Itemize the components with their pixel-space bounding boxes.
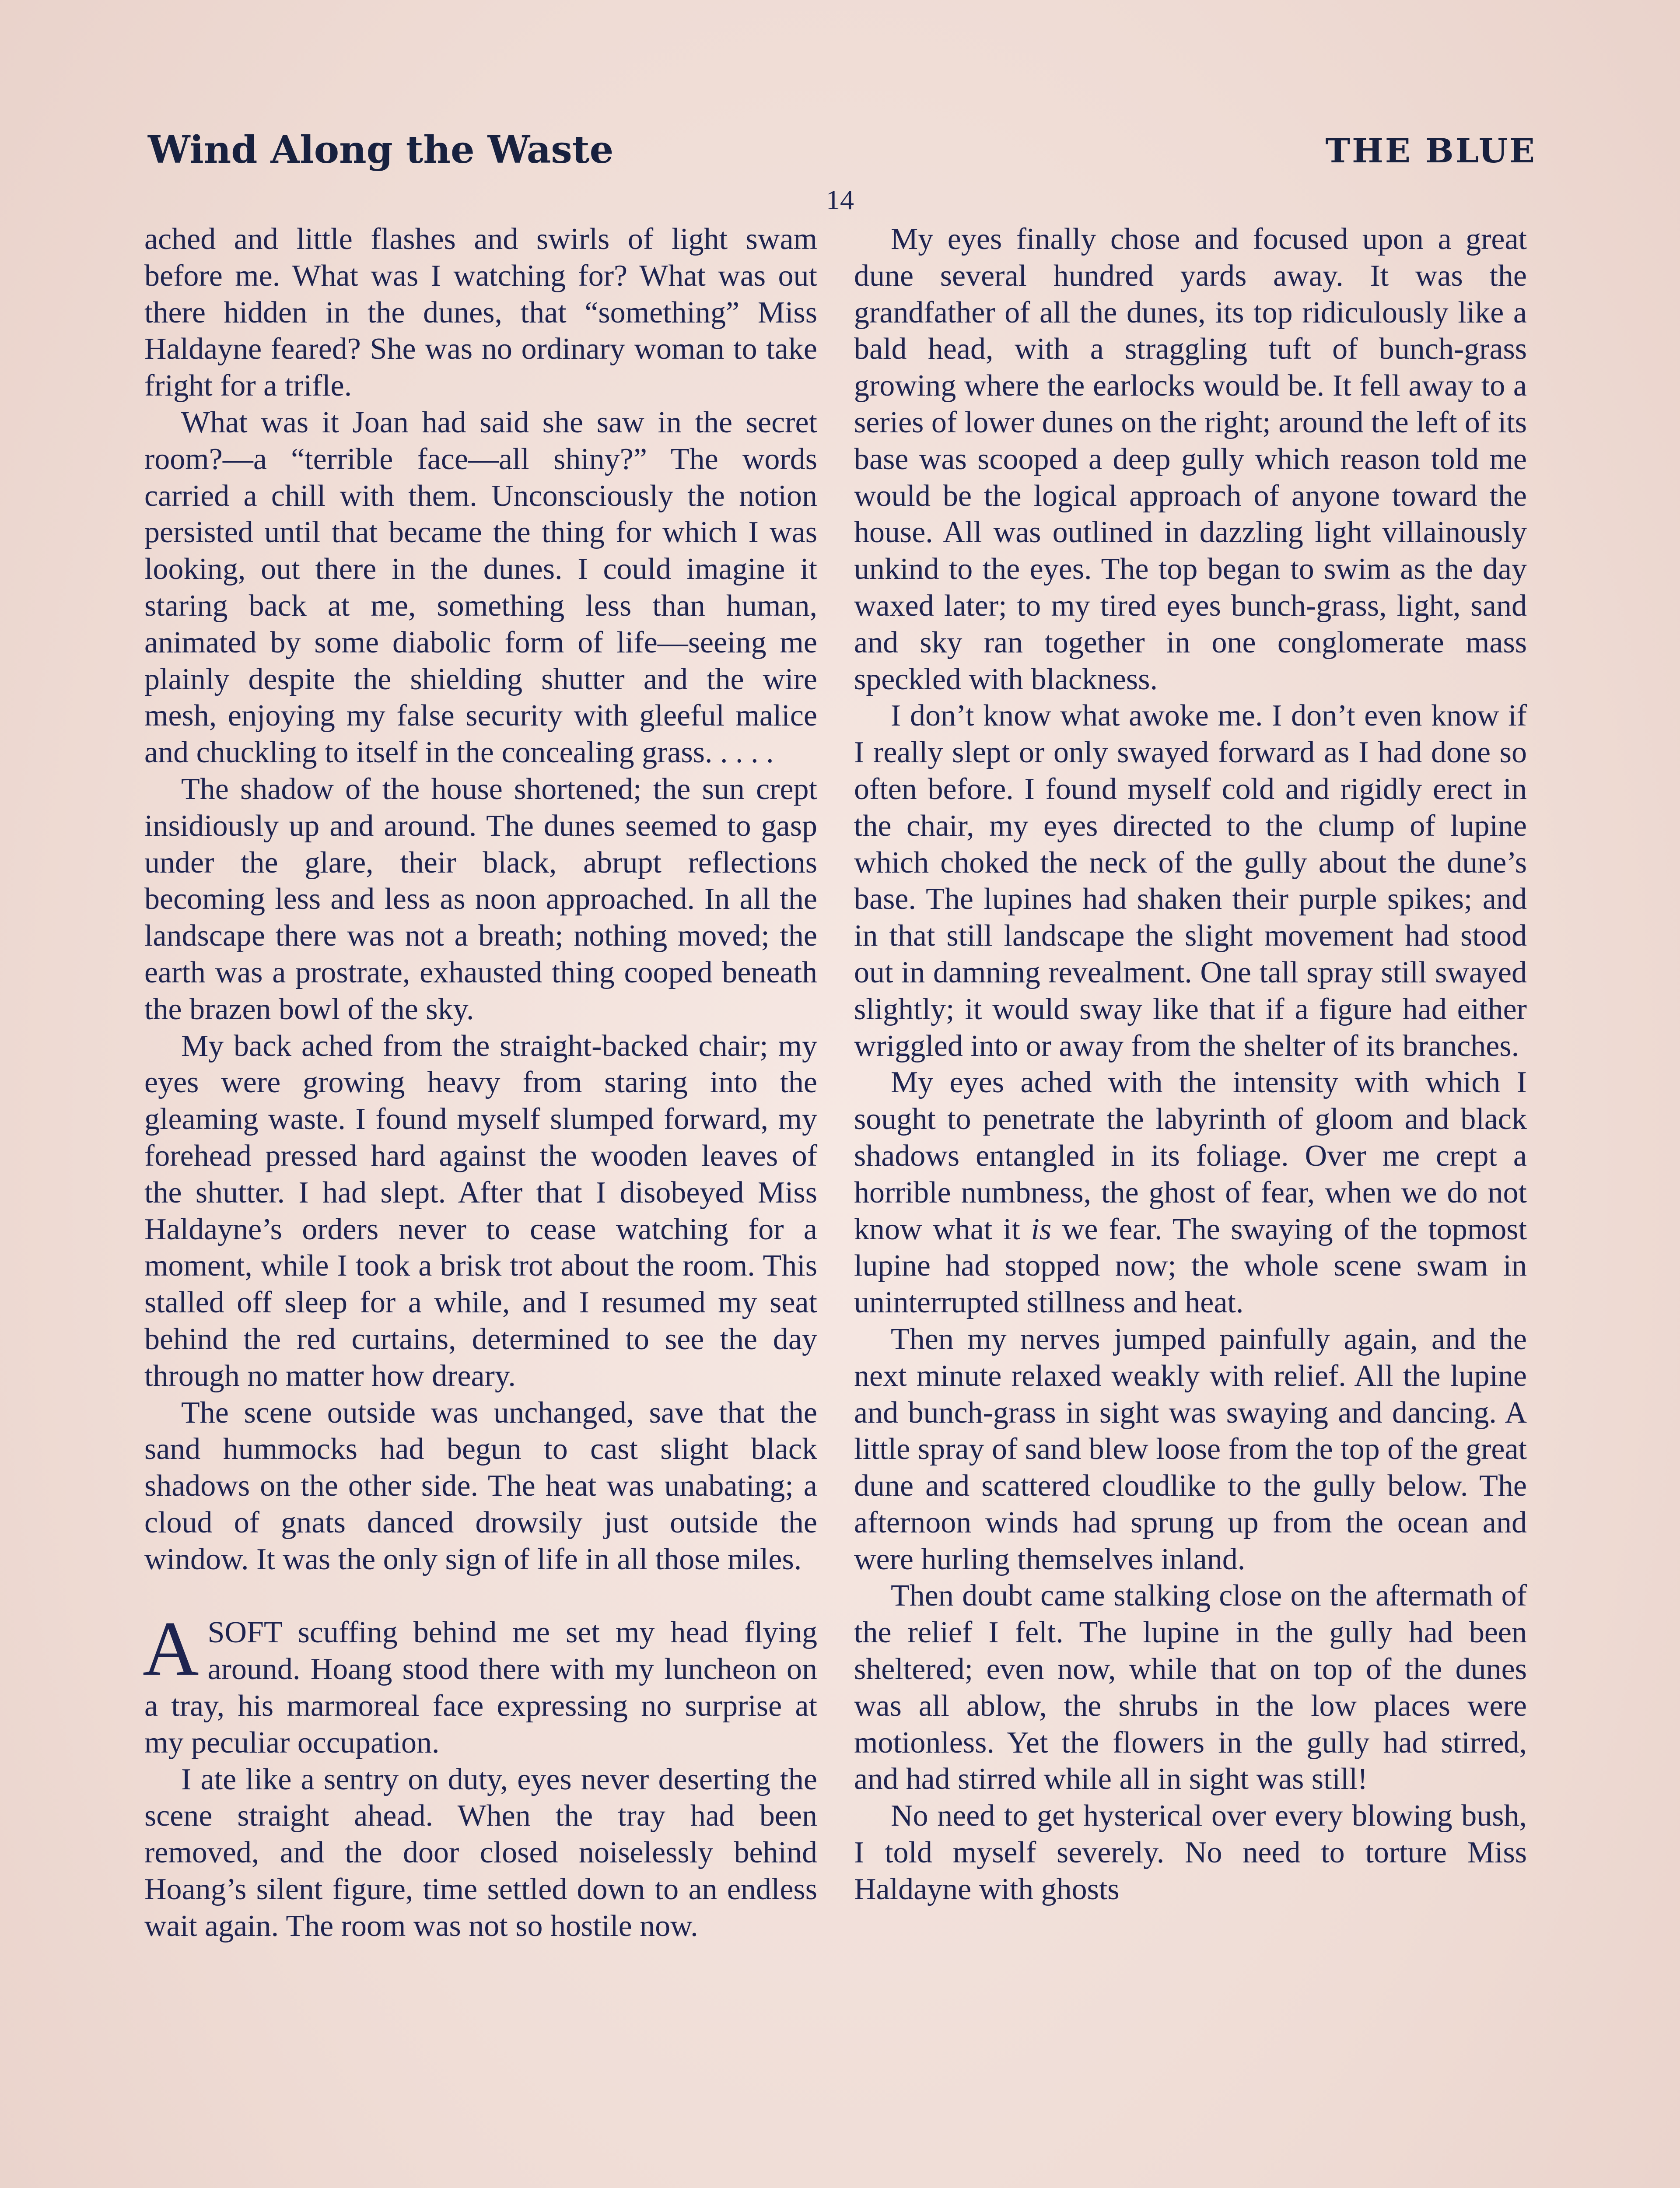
paragraph: Then my nerves jumped painfully again, and the next minute relaxed weakly with relief. All the lupine and bunch-grass in sight was swaying and dancing. A little spray of sand blew loose from the top of the great dune and scattered cloudlike to the gully below. The afternoon winds had sprung up from the ocean and were hurling themselves inland. [854,1322,1527,1576]
paragraph: What was it Joan had said she saw in the secret room?—a “terrible face—all shiny?” The words carried a chill with them. Unconsciously the notion persisted until that became the thing for which I was looking, out there in the dunes. I could imagine it staring back at me, something less than human, animated by some diabolic form of life—seeing me plainly despite the shielding shutter and the wire mesh, enjoying my false security with gleeful malice and chuckling to itself in the concealing grass. . . . . [144,405,817,770]
paragraph: ached and little flashes and swirls of light swam before me. What was I watching for? What was out there hidden in the dunes, that “something” Miss Haldayne feared? She was no ordinary woman to take fright for a trifle. [144,222,817,403]
paragraph: The shadow of the house shortened; the sun crept insidiously up and around. The dunes seemed to gasp under the glare, their black, abrupt reflections becoming less and less as noon approached. In all the landscape there was not a breath; nothing moved; the earth was a prostrate, exhausted thing cooped beneath the brazen bowl of the sky. [144,772,817,1026]
paragraph: The scene outside was unchanged, save that the sand hummocks had begun to cast slight black shadows on the other side. The heat was unabating; a cloud of gnats danced drowsily just outside the window. It was the only sign of life in all those miles. [144,1396,817,1576]
paragraph: I don’t know what awoke me. I don’t even know if I really slept or only swayed forward as I had done so often before. I found myself cold and rigidly erect in the chair, my eyes directed to the clump of lupine which choked the neck of the gully about the dune’s base. The lupines had shaken their purple spikes; and in that still landscape the slight movement had stood out in damning revealment. One tall spray still swayed slightly; it would sway like that if a figure had either wriggled into or away from the shelter of its branches. [854,699,1527,1063]
left-column [144,221,817,1945]
paragraph: No need to get hysterical over every blowing bush, I told myself severely. No need to torture Miss Haldayne with ghosts [854,1799,1527,1906]
running-title: Wind Along the Waste [148,128,614,172]
paragraph: I ate like a sentry on duty, eyes never deserting the scene straight ahead. When the tray had been removed, and the door closed noiselessly behind Hoang’s silent figure, time settled down to an endless wait again. The room was not so hostile now. [144,1762,817,1943]
publication-name: THE BLUE [1325,131,1536,170]
emphasis: is [1031,1212,1052,1246]
paragraph [854,1064,1527,1321]
dropcap-paragraph-text: SOFT scuffing behind me set my head flying around. Hoang stood there with my luncheon on a tray, his marmoreal face expressing no surprise at my peculiar occupation. [144,1616,817,1760]
paragraph-text: we fear. The swaying of the topmost lupine had stopped now; the whole scene swam in uninterrupted stillness and heat. [854,1212,1527,1320]
page-number: 14 [826,184,854,215]
paragraph-text: My eyes ached with the intensity with which I sought to penetrate the labyrinth of gloom and black shadows entangled in its foliage. Over me crept a horrible numbness, the ghost of fear, when we do not know what it [854,1066,1527,1246]
paragraph-dropcap [143,1605,817,1761]
paragraph: Then doubt came stalking close on the aftermath of the relief I felt. The lupine in the gully had been sheltered; even now, while that on top of the dunes was all ablow, the shrubs in the low places were motionless. Yet the flowers in the gully had stirred, and had stirred while all in sight was still! [854,1579,1527,1796]
right-column [854,221,1527,1908]
paragraph: My back ached from the straight-backed chair; my eyes were growing heavy from staring into the gleaming waste. I found myself slumped forward, my forehead pressed hard against the wooden leaves of the shutter. I had slept. After that I disobeyed Miss Haldayne’s orders never to cease watching for a moment, while I took a brisk trot about the room. This stalled off sleep for a while, and I resumed my seat behind the red curtains, determined to see the day through no matter how dreary. [144,1029,817,1393]
drop-cap: A [143,1605,199,1692]
paragraph: My eyes finally chose and focused upon a great dune several hundred yards away. It was the grandfather of all the dunes, its top ridiculously like a bald head, with a straggling tuft of bunch-grass growing where the earlocks would be. It fell away to a series of lower dunes on the right; around the left of its base was scooped a deep gully which reason told me would be the logical approach of anyone toward the house. All was outlined in dazzling light villainously unkind to the eyes. The top began to swim as the day waxed later; to my tired eyes bunch-grass, light, sand and sky ran together in one conglomerate mass speckled with blackness. [854,222,1527,696]
